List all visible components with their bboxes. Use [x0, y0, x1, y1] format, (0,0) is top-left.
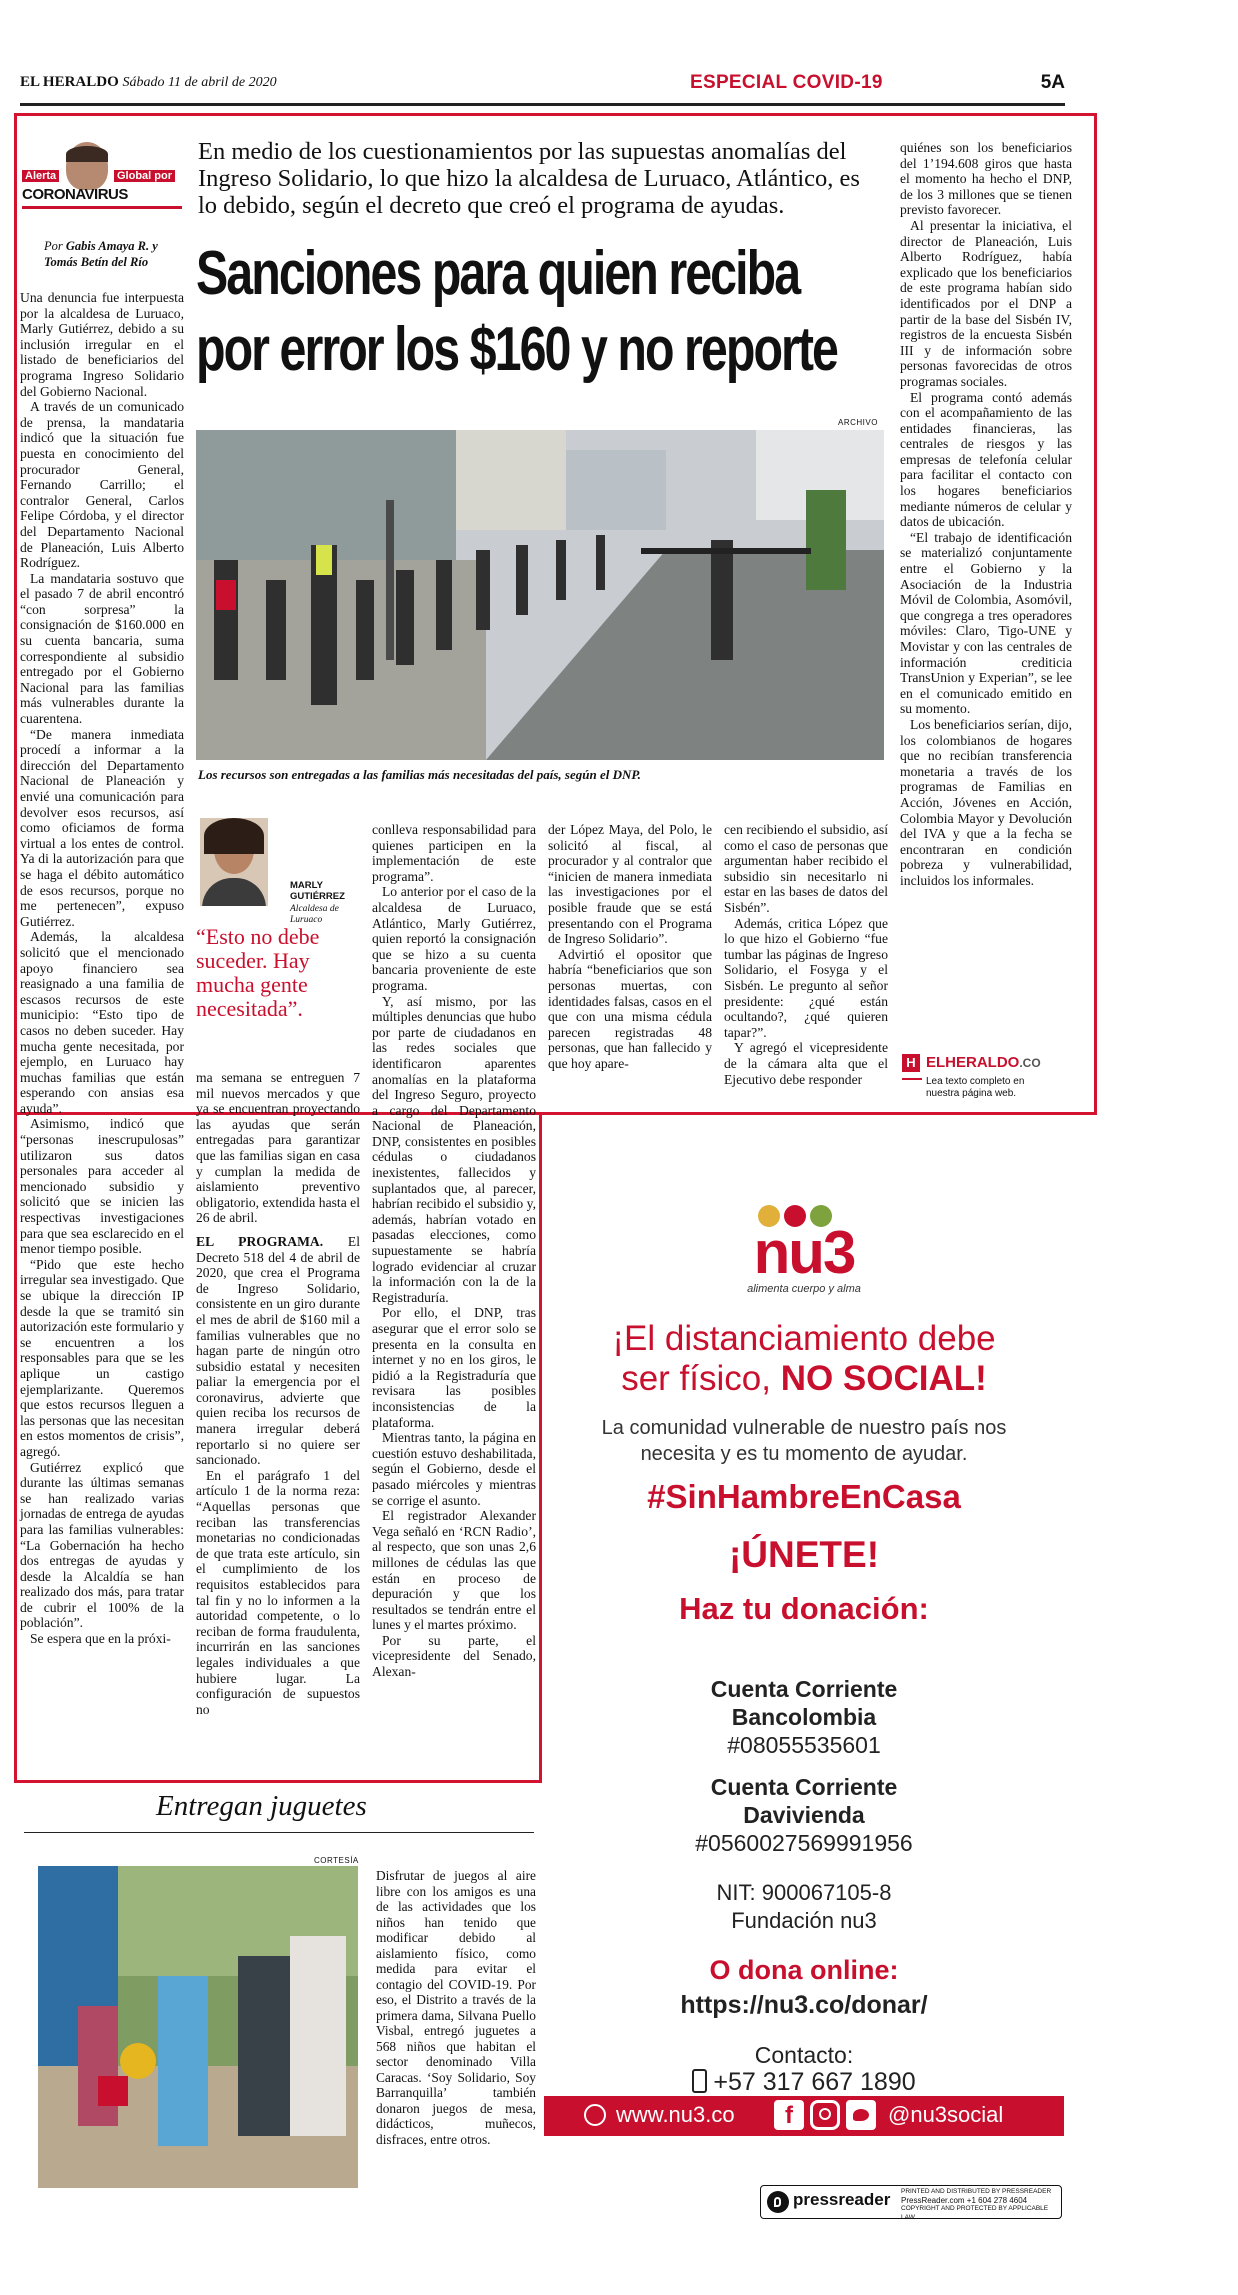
paragraph: Y, así mismo, por las múltiples denuncias que hubo por parte de ciudadanos en las redes sociales que identificaron aparentes anomalías en la plataforma del Ingreso Seguro, proyecto a cargo del Departamento Nacional de Planeación, DNP, consistentes en posibles cédulas o ciudadanos inexistentes, fallecidos y suplantados que, al parecer, habrían recibido el subsidio y, además, habrían votado en pasadas elecciones, como supuestamente se habría logrado evidenciar al cruzar la información con la de la Registraduría.: [372, 993, 536, 1305]
paragraph: El programa contó además con el acompañamiento de las entidades financieras, las centrales de riesgos y las empresas de telefonía celular para facilitar el contacto con los hogares beneficiarios mediante números de celular y datos de ubicación.: [900, 389, 1072, 530]
paragraph: Advirtió el opositor que habría “beneficiarios que son personas muertas, con identidades falsas, casos en el que con una misma cédula parecen registradas 48 personas, que han fallecido y que hoy apare-: [548, 946, 712, 1071]
account-1-bank: Bancolombia: [731, 1704, 877, 1730]
paragraph: Lo anterior por el caso de la alcaldesa de Luruaco, Atlántico, Marly Gutiérrez, quien reportó la consignación que se hizo a su cuenta bancaria proveniente de este programa.: [372, 884, 536, 993]
byline: Por Gabis Amaya R. y Tomás Betín del Río: [44, 239, 158, 269]
twitter-icon[interactable]: [846, 2100, 876, 2130]
paragraph: “Pido que este hecho irregular sea investigado. Que se ubique la dirección IP desde la que se tramitó sin autorización este formulario y se encuentren a los responsables para que se les aplique un castigo ejemplarizante. Queremos que estos recursos lleguen a las personas que las necesitan en estos momentos de crisis”, agregó.: [20, 1256, 184, 1459]
paragraph: Una denuncia fue interpuesta por la alcaldesa de Luruaco, Marly Gutiérrez, debido a su inclusión irregular en el listado de beneficiarios del programa Ingreso Solidario del Gobierno Nacional.: [20, 290, 184, 399]
ad-donate: Haz tu donación:: [679, 1591, 929, 1626]
article-column-2: [196, 1070, 360, 1717]
account-1-number: #08055535601: [727, 1732, 881, 1758]
ad-contact: Contacto:: [754, 2042, 854, 2068]
paragraph: Asimismo, indicó que “personas inescrupulosas” utilizaron sus datos personales para acceder al mencionado subsidio y solicitó que se inicien las respectivas investigaciones para que sea esclarecido en el menor tiempo posible.: [20, 1116, 184, 1257]
paragraph: Gutiérrez explicó que durante las últimas semanas se han realizado varias jornadas de entrega de ayudas para las familias vulnerables: “La Gobernación ha hecho dos entregas de ayudas y desde la Alcaldía se han realizado dos más, para tratar de cubrir el 100% de la población”.: [20, 1459, 184, 1631]
headline-line-1: Sanciones para quien reciba: [196, 239, 800, 308]
coronavirus-badge: [22, 142, 182, 220]
page-number: 5A: [1040, 72, 1065, 93]
quote-name: MARLY GUTIÉRREZ: [290, 880, 345, 902]
ad-social-handle[interactable]: @nu3social: [888, 2102, 1004, 2127]
article-column-3: [372, 822, 536, 1680]
brief-body: Disfrutar de juegos al aire libre con los amigos es una de las actividades que los niños han tenido que modificar debido al aislamiento físico, como medida para evitar el contagio del COVID-19. Por eso, el Distrito a través de la primera dama, Silvana Puello Visbal, entregó juguetes a 568 niños que habitan el sector denominado Villa Caracas. ‘Soy Solidario, Soy Barranquilla’ también donaron juegos de mesa, didácticos, muñecos, disfraces, entre otros.: [376, 1868, 536, 2147]
ad-foundation: Fundación nu3: [731, 1908, 877, 1933]
article-column-6: [900, 140, 1072, 889]
ad-hashtag[interactable]: #SinHambreEnCasa: [647, 1478, 961, 1515]
pull-quote: “Esto no debe suceder. Hay mucha gente necesitada”.: [196, 924, 320, 1021]
hair-shape: [66, 146, 108, 162]
photo-caption: Los recursos son entregadas a las familias más necesitadas del país, según el DNP.: [198, 767, 641, 782]
ad-phone[interactable]: +57 317 667 1890: [544, 2067, 1064, 2097]
subhead: EL PROGRAMA.: [196, 1233, 324, 1249]
headline: [196, 236, 890, 388]
paragraph: cen recibiendo el subsidio, así como el caso de personas que argumentan haber recibido el subsidio sin necesitarlo ni estar en las bases de datos del Sisbén”.: [724, 822, 888, 915]
paragraph: der López Maya, del Polo, le solicitó al fiscal, al procurador y al contralor que “inicien de manera inmediata las investigaciones por el posible fraude que se está presentando con el Programa de Ingreso Solidario”.: [548, 822, 712, 947]
paragraph: “De manera inmediata procedí a informar a la dirección del Departamento Nacional de Planeación y envié una comunicación para devolver esos recursos, así como oficiamos de forma virtual a los entes de control. Ya di la autorización para que se haga el débito automático de esos recursos, porque no me pertenecen”, expuso Gutiérrez.: [20, 726, 184, 929]
header-rule: [20, 103, 1065, 106]
article-column-4: [548, 822, 712, 1072]
paragraph: ma semana se entreguen 7 mil nuevos mercados y que ya se encuentran proyectando las ayudas que serán entregadas para garantizar que las familias sigan en casa y cumplan la medida de aislamiento preventivo obligatorio, extendida hasta el 26 de abril.: [196, 1070, 360, 1226]
badge-underline: [22, 206, 182, 209]
paragraph: Además, la alcaldesa solicitó que el mencionado apoyo financiero sea reasignado a una familia de escasos recursos de este municipio: “Esto tipo de casos no deben suceder. Hay mucha gente necesitada, por ejemplo, en Luruaco hay muchas familias que están esperando con ansias esa ayuda”.: [20, 929, 184, 1116]
article-deck: En medio de los cuestionamientos por las supuestas anomalías del Ingreso Solidario, lo que hizo la alcaldesa de Luruaco, Atlántico, es lo debido, según el decreto que creó el programa de ayudas.: [198, 138, 860, 219]
paragraph: En el parágrafo 1 del artículo 1 de la norma reza: “Aquellas personas que reciban las transferencias monetarias no condicionadas de que trata este artículo, sin el cumplimiento de los requisitos establecidos para tal fin y no lo informen a la autoridad competente, o lo reciban de forma fraudulenta, incurrirán en las sanciones legales individuales a que hubiere lugar. La configuración de supuestos no: [196, 1467, 360, 1717]
site-promo[interactable]: [902, 1052, 1072, 1104]
paragraph: A través de un comunicado de prensa, la mandataria indicó que la situación fue puesta en conocimiento del procurador General, Fernando Carrillo; el contralor General, Carlos Felipe Córdoba, y el director del Departamento Nacional de Planeación, Luis Alberto Rodríguez.: [20, 399, 184, 571]
nu3-advertisement[interactable]: [544, 1123, 1064, 2136]
brief-photo-credit: CORTESÍA: [314, 1856, 359, 1865]
ad-nit: NIT: 900067105-8: [716, 1880, 892, 1905]
ad-sub-2: necesita y es tu momento de ayudar.: [640, 1443, 968, 1465]
quote-role: Alcaldesa de Luruaco: [290, 904, 339, 925]
heraldo-logo-icon: H: [902, 1054, 920, 1072]
masthead: EL HERALDO Sábado 11 de abril de 2020: [20, 74, 277, 90]
section-title: ESPECIAL COVID-19: [690, 72, 883, 93]
paragraph: Y agregó el vicepresidente de la cámara alta que el Ejecutivo debe responder: [724, 1040, 888, 1087]
facebook-icon[interactable]: f: [774, 2100, 804, 2130]
brief-title: Entregan juguetes: [156, 1790, 367, 1822]
site-promo-text: Lea texto completo en nuestra página web.: [926, 1076, 1025, 1099]
paragraph: Por ello, el DNP, tras asegurar que el error solo se presenta en la consulta en internet y no en los giros, le pidió a la Registraduría que revisara las posibles inconsistencias de la plataforma.: [372, 1305, 536, 1430]
account-2-bank: Davivienda: [743, 1802, 865, 1828]
paragraph: Al presentar la iniciativa, el director de Planeación, Luis Alberto Rodríguez, había explicado que los beneficiarios de este programa habían sido identificados por el DNP a partir de la base del Sisbén IV, registros de la encuesta Sisbén III y de información sobre personas favorecidas de otros programas sociales.: [900, 217, 1072, 389]
paragraph: Mientras tanto, la página en cuestión estuvo deshabilitada, según el Gobierno, desde el pasado miércoles y mientras se corrige el asunto.: [372, 1430, 536, 1508]
nu3-logo: nu3: [753, 1219, 855, 1286]
nu3-tagline: alimenta cuerpo y alma: [747, 1283, 861, 1295]
ad-headline-2: ser físico, NO SOCIAL!: [621, 1359, 987, 1398]
paragraph: Los beneficiarios serían, dijo, los colombianos de hogares que no recibían transferencia monetaria a través de los programas de Familias en Acción, Jóvenes en Acción, Colombia Mayor y Devolución del IVA y que a la fecha se encontraran en condición pobreza y vulnerabilidad, incluidos los informales.: [900, 716, 1072, 888]
brief-photo: [38, 1866, 358, 2188]
pressreader-line-3: COPYRIGHT AND PROTECTED BY APPLICABLE LAW: [901, 2205, 1049, 2221]
account-1-type: Cuenta Corriente: [710, 1676, 898, 1702]
ad-sub-1: La comunidad vulnerable de nuestro país nos: [601, 1417, 1007, 1439]
quote-portrait: [200, 818, 268, 906]
pressreader-line-2: PressReader.com +1 604 278 4604: [901, 2195, 1028, 2205]
badge-label-right: Global por: [114, 170, 175, 182]
ad-join: ¡ÚNETE!: [728, 1534, 880, 1575]
ad-online: O dona online:: [709, 1955, 899, 1985]
badge-title: CORONAVIRUS: [22, 186, 128, 203]
headline-line-2: por error los $160 y no reporte: [196, 315, 838, 384]
badge-label-left: Alerta: [22, 170, 59, 182]
article-column-1: [20, 290, 184, 1647]
paragraph: El registrador Alexander Vega señaló en ‘RCN Radio’, al respecto, que son unas 2,6 millones de cédulas las que están en proceso de depuración y que los resultados se tendrán entre el lunes y el martes próximo.: [372, 1508, 536, 1633]
paragraph: La mandataria sostuvo que el pasado 7 de abril encontró “con sorpresa” la consignación de $160.000 en su cuenta bancaria, suma correspondiente al subsidio entregado por el Gobierno Nacional para las familias más vulnerables durante la cuarentena.: [20, 570, 184, 727]
site-logo: ELHERALDO.CO: [926, 1054, 1041, 1071]
page-header: [20, 72, 1065, 102]
article-column-5: [724, 822, 888, 1087]
paragraph: “El trabajo de identificación se materializó conjuntamente entre el Gobierno y la Asociación de la Industria Móvil de Colombia, Asomóvil, que congrega a tres operadores móviles: Claro, Tigo-UNE y Movistar y con las centrales de información crediticia TransUnion y Experian”, se lee en el comunicado emitido en su momento.: [900, 529, 1072, 717]
paragraph: Por su parte, el vicepresidente del Senado, Alexan-: [372, 1632, 536, 1680]
ad-url[interactable]: https://nu3.co/donar/: [680, 1991, 928, 2019]
paragraph: Se espera que en la próxi-: [30, 1631, 171, 1647]
account-2-number: #0560027569991956: [695, 1830, 913, 1856]
photo-credit: ARCHIVO: [838, 418, 878, 427]
brief-rule: [24, 1832, 534, 1833]
phone-icon: [692, 2069, 707, 2093]
instagram-icon[interactable]: [810, 2100, 840, 2130]
issue-date: Sábado 11 de abril de 2020: [122, 75, 277, 90]
pressreader-badge[interactable]: [760, 2185, 1062, 2219]
pressreader-logo: pressreader: [793, 2190, 891, 2209]
ad-headline-1: ¡El distanciamiento debe: [612, 1319, 996, 1358]
account-2-type: Cuenta Corriente: [710, 1774, 898, 1800]
article-photo: [196, 430, 884, 760]
globe-icon: [584, 2104, 606, 2126]
pressreader-line-1: PRINTED AND DISTRIBUTED BY PRESSREADER: [901, 2188, 1052, 2195]
ad-footer-bar: [544, 2096, 1064, 2136]
paragraph: quiénes son los beneficiarios del 1’194.608 giros que hasta el momento ha hecho el DNP, de los 3 millones que se tienen previsto favorecer.: [900, 140, 1072, 218]
paragraph: El Decreto 518 del 4 de abril de 2020, que crea el Programa de Ingreso Solidario, consistente en un giro durante el mes de abril de $160 mil a familias vulnerables que no hagan parte de ningún otro subsidio estatal y necesiten paliar la emergencia por el coronavirus, advierte que quien reciba los recursos de manera irregular deberá reportarlo si no quiere ser sancionado.: [196, 1233, 360, 1468]
pressreader-icon: [767, 2191, 789, 2213]
paragraph: Además, critica López que lo que hizo el Gobierno “fue tumbar las páginas de Ingreso Solidario, el Fosyga y el Sisbén. Le pregunto al señor presidente: ¿qué están ocultando?, ¿qué quieren tapar?”.: [724, 915, 888, 1040]
paragraph: conlleva responsabilidad para quienes participen en la implementación de este programa”.: [372, 822, 536, 884]
ad-website[interactable]: www.nu3.co: [616, 2102, 735, 2127]
